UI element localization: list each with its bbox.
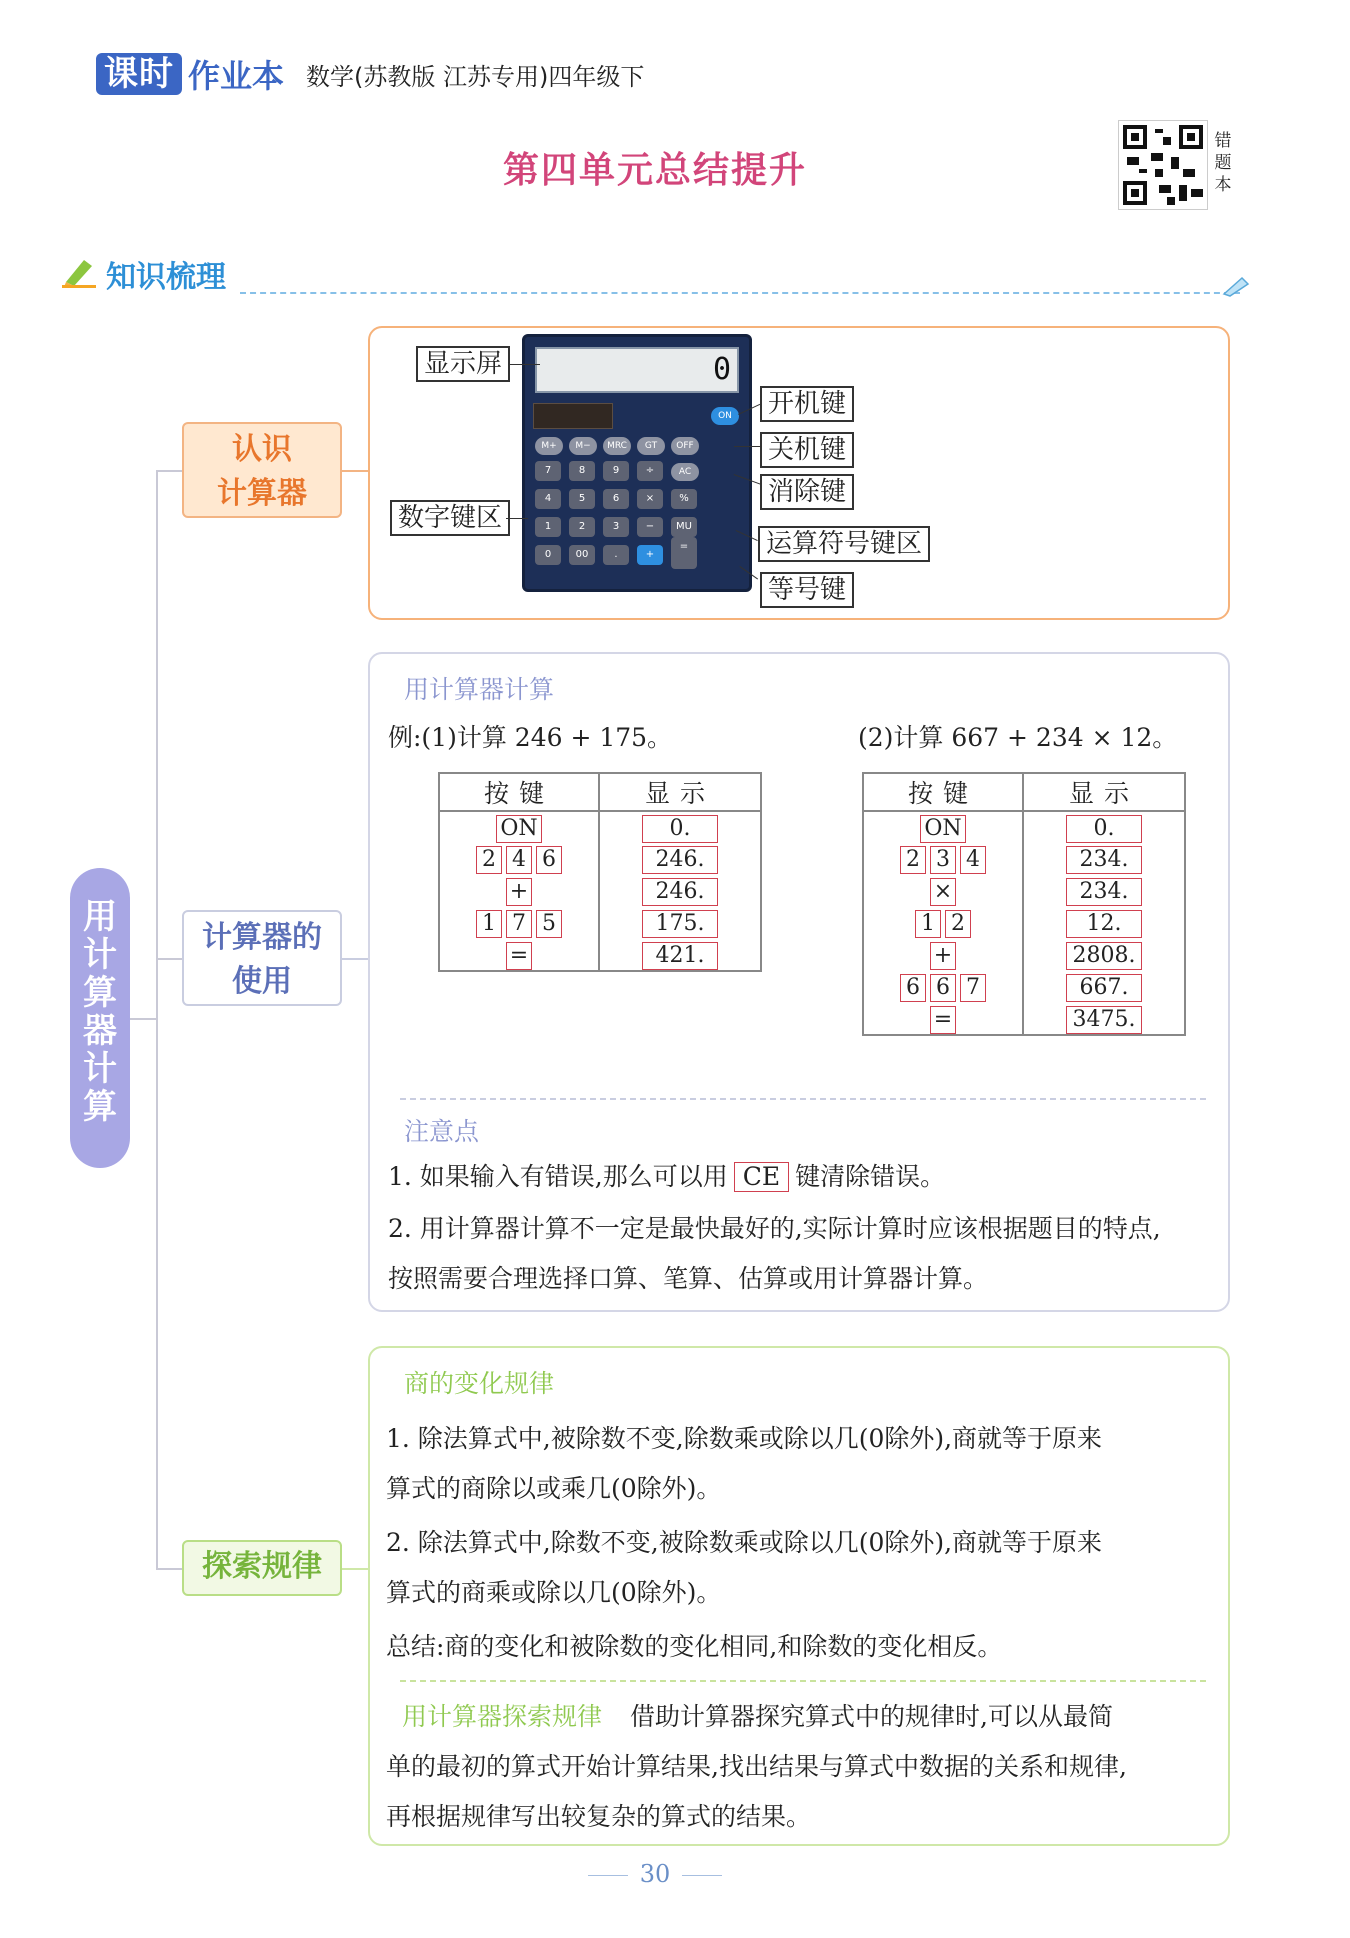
- display-box: 421.: [642, 942, 718, 970]
- key-00: 00: [569, 545, 595, 565]
- calculator-screen: 0: [535, 347, 739, 393]
- gt-key: GT: [637, 437, 665, 455]
- mindmap-branch: [156, 958, 184, 960]
- key-divide: ÷: [637, 461, 663, 481]
- mrc-key: MRC: [603, 437, 631, 455]
- example-1: 例:(1)计算 246 + 175。: [388, 723, 673, 752]
- display-value: [1023, 811, 1185, 843]
- mindmap-root: 用计算器计算: [70, 868, 130, 1168]
- key-2: 2: [569, 517, 595, 537]
- label-digit-keys: 数字键区: [390, 500, 510, 536]
- display-value: [1023, 843, 1185, 875]
- explore-subhead: 用计算器探索规律: [402, 1702, 603, 1731]
- label-operator-keys: 运算符号键区: [758, 526, 930, 562]
- key-dot: .: [603, 545, 629, 565]
- note-2: 2. 用计算器计算不一定是最快最好的,实际计算时应该根据题目的特点, 按照需要合理选择口算、笔算、估算或用计算器计算。: [388, 1214, 1161, 1293]
- leader-line: [506, 518, 528, 519]
- leader-line: [510, 364, 540, 365]
- mplus-key: M+: [535, 437, 563, 455]
- display-value: [599, 875, 761, 907]
- table-row: [863, 939, 1185, 971]
- key-percent: %: [671, 489, 697, 509]
- display-box: 234.: [1066, 846, 1142, 874]
- table-row: [439, 843, 761, 875]
- mindmap-branch: [130, 1018, 156, 1020]
- brand-logo-sub: 作业本: [188, 57, 285, 95]
- label-equals-key: 等号键: [760, 572, 854, 608]
- key-sequence: [439, 875, 599, 907]
- label-on-key: 开机键: [760, 386, 854, 422]
- key-3: 3: [603, 517, 629, 537]
- display-value: [599, 811, 761, 843]
- divider: [400, 1680, 1206, 1682]
- key-box: 1: [476, 910, 502, 938]
- key-mu: MU: [671, 517, 697, 537]
- key-box: ON: [920, 815, 965, 843]
- key-9: 9: [603, 461, 629, 481]
- mminus-key: M−: [569, 437, 597, 455]
- key-box: 7: [506, 910, 532, 938]
- label-clear-key: 消除键: [760, 474, 854, 510]
- rules-summary: 总结:商的变化和被除数的变化相同,和除数的变化相反。: [386, 1632, 1003, 1661]
- key-box: 2: [945, 910, 971, 938]
- key-box: ON: [496, 815, 541, 843]
- section-header: [62, 252, 226, 296]
- key-sequence: [439, 907, 599, 939]
- display-value: [1023, 971, 1185, 1003]
- solar-panel: [533, 403, 613, 429]
- key-sequence: [439, 843, 599, 875]
- key-box: 6: [930, 974, 956, 1002]
- key-box: 4: [506, 846, 532, 874]
- key-box: 6: [536, 846, 562, 874]
- key-sequence: [863, 907, 1023, 939]
- calculator-illustration: [522, 334, 752, 592]
- page-number: 30: [639, 1860, 671, 1888]
- qr-label: 错题本: [1214, 131, 1232, 195]
- key-sequence: [863, 1003, 1023, 1035]
- display-box: 175.: [642, 910, 718, 938]
- key-multiply: ×: [637, 489, 663, 509]
- divider: [400, 1098, 1206, 1100]
- display-box: 246.: [642, 846, 718, 874]
- display-value: [1023, 1003, 1185, 1035]
- note-1: 1. 如果输入有错误,那么可以用 CE 键清除错误。: [388, 1162, 946, 1191]
- off-key: OFF: [671, 437, 699, 455]
- mindmap-branch: [342, 470, 368, 472]
- display-value: [1023, 875, 1185, 907]
- key-plus: +: [637, 545, 663, 565]
- display-box: 0.: [1066, 815, 1142, 843]
- display-value: [599, 939, 761, 971]
- display-value: [599, 907, 761, 939]
- page-title: 第四单元总结提升: [502, 150, 807, 191]
- pen-nib-icon: [1222, 276, 1250, 302]
- key-box: 4: [960, 846, 986, 874]
- table-row: [863, 875, 1185, 907]
- table-row: [863, 907, 1185, 939]
- table-row: [439, 907, 761, 939]
- display-value: [599, 843, 761, 875]
- display-value: [1023, 907, 1185, 939]
- table-row: [863, 843, 1185, 875]
- key-box: +: [930, 942, 956, 970]
- brand-header: [96, 52, 644, 96]
- display-box: 12.: [1066, 910, 1142, 938]
- display-box: 2808.: [1066, 942, 1142, 970]
- key-sequence: [863, 971, 1023, 1003]
- page-footer: [0, 1860, 1310, 1888]
- label-off-key: 关机键: [760, 432, 854, 468]
- display-box: 234.: [1066, 878, 1142, 906]
- explore-paragraph: 用计算器探索规律 借助计算器探究算式中的规律时,可以从最简 单的最初的算式开始计算结果,找出结果与算式中数据的关系和规律, 再根据规律写出较复杂的算式的结果。: [386, 1702, 1127, 1831]
- key-6: 6: [603, 489, 629, 509]
- key-box: ×: [930, 878, 956, 906]
- key-box: =: [930, 1006, 956, 1034]
- rule-2: 2. 除法算式中,除数不变,被除数乘或除以几(0除外),商就等于原来 算式的商乘或除以几(0除外)。: [386, 1528, 1103, 1607]
- node-know-calculator: 认识 计算器: [182, 422, 342, 518]
- keys-table-1: 按键 显示 ON 0. 2 4 6 246. + 246. 1 7 5 175. = 421.: [438, 772, 762, 972]
- display-box: 3475.: [1066, 1006, 1142, 1034]
- book-subject: 数学(苏教版 江苏专用)四年级下: [306, 62, 645, 91]
- key-7: 7: [535, 461, 561, 481]
- label-screen: 显示屏: [416, 346, 510, 382]
- key-box: 2: [900, 846, 926, 874]
- key-4: 4: [535, 489, 561, 509]
- display-value: [1023, 939, 1185, 971]
- mindmap-branch: [342, 958, 368, 960]
- example-2: (2)计算 667 + 234 × 12。: [858, 723, 1178, 752]
- key-sequence: [439, 939, 599, 971]
- display-box: 246.: [642, 878, 718, 906]
- key-5: 5: [569, 489, 595, 509]
- mindmap-trunk: [156, 470, 158, 1570]
- node-explore-rules: 探索规律: [182, 1540, 342, 1596]
- key-box: +: [506, 878, 532, 906]
- table-row: [863, 971, 1185, 1003]
- key-equals: =: [671, 537, 697, 569]
- ac-key: AC: [671, 463, 699, 481]
- key-sequence: [863, 875, 1023, 907]
- pencil-icon: [62, 256, 98, 292]
- display-box: 0.: [642, 815, 718, 843]
- key-sequence: [863, 811, 1023, 843]
- rule-1: 1. 除法算式中,被除数不变,除数乘或除以几(0除外),商就等于原来 算式的商除以或乘几(0除外)。: [386, 1424, 1103, 1503]
- on-key: ON: [711, 407, 739, 425]
- key-box: 1: [915, 910, 941, 938]
- section-title: 知识梳理: [106, 260, 226, 295]
- qr-code-icon[interactable]: [1118, 120, 1208, 210]
- ce-key: CE: [734, 1162, 789, 1192]
- key-box: 7: [960, 974, 986, 1002]
- display-box: 667.: [1066, 974, 1142, 1002]
- mindmap-branch: [342, 1568, 368, 1570]
- table-row: [439, 875, 761, 907]
- keys-table-2: 按键 显示 ON 0. 2 3 4 234. × 234. 1 2 12. + 2808. 6 6 7 667. = 3475.: [862, 772, 1186, 1036]
- key-minus: −: [637, 517, 663, 537]
- table-row: [439, 939, 761, 971]
- key-8: 8: [569, 461, 595, 481]
- table-row: [439, 811, 761, 843]
- brand-logo: 课时: [96, 53, 182, 95]
- key-1: 1: [535, 517, 561, 537]
- section-divider: [240, 292, 1240, 294]
- notes-subhead: 注意点: [404, 1117, 480, 1146]
- leader-line: [734, 446, 760, 447]
- key-box: =: [506, 942, 532, 970]
- key-sequence: [863, 843, 1023, 875]
- table-row: [863, 811, 1185, 843]
- mindmap-branch: [156, 470, 184, 472]
- key-sequence: [863, 939, 1023, 971]
- key-0: 0: [535, 545, 561, 565]
- table-row: [863, 1003, 1185, 1035]
- key-box: 6: [900, 974, 926, 1002]
- key-box: 5: [536, 910, 562, 938]
- rules-subhead: 商的变化规律: [404, 1369, 555, 1398]
- mindmap-branch: [156, 1568, 184, 1570]
- key-box: 2: [476, 846, 502, 874]
- key-box: 3: [930, 846, 956, 874]
- node-calculator-usage: 计算器的 使用: [182, 910, 342, 1006]
- key-sequence: [439, 811, 599, 843]
- usage-subhead: 用计算器计算: [404, 675, 555, 704]
